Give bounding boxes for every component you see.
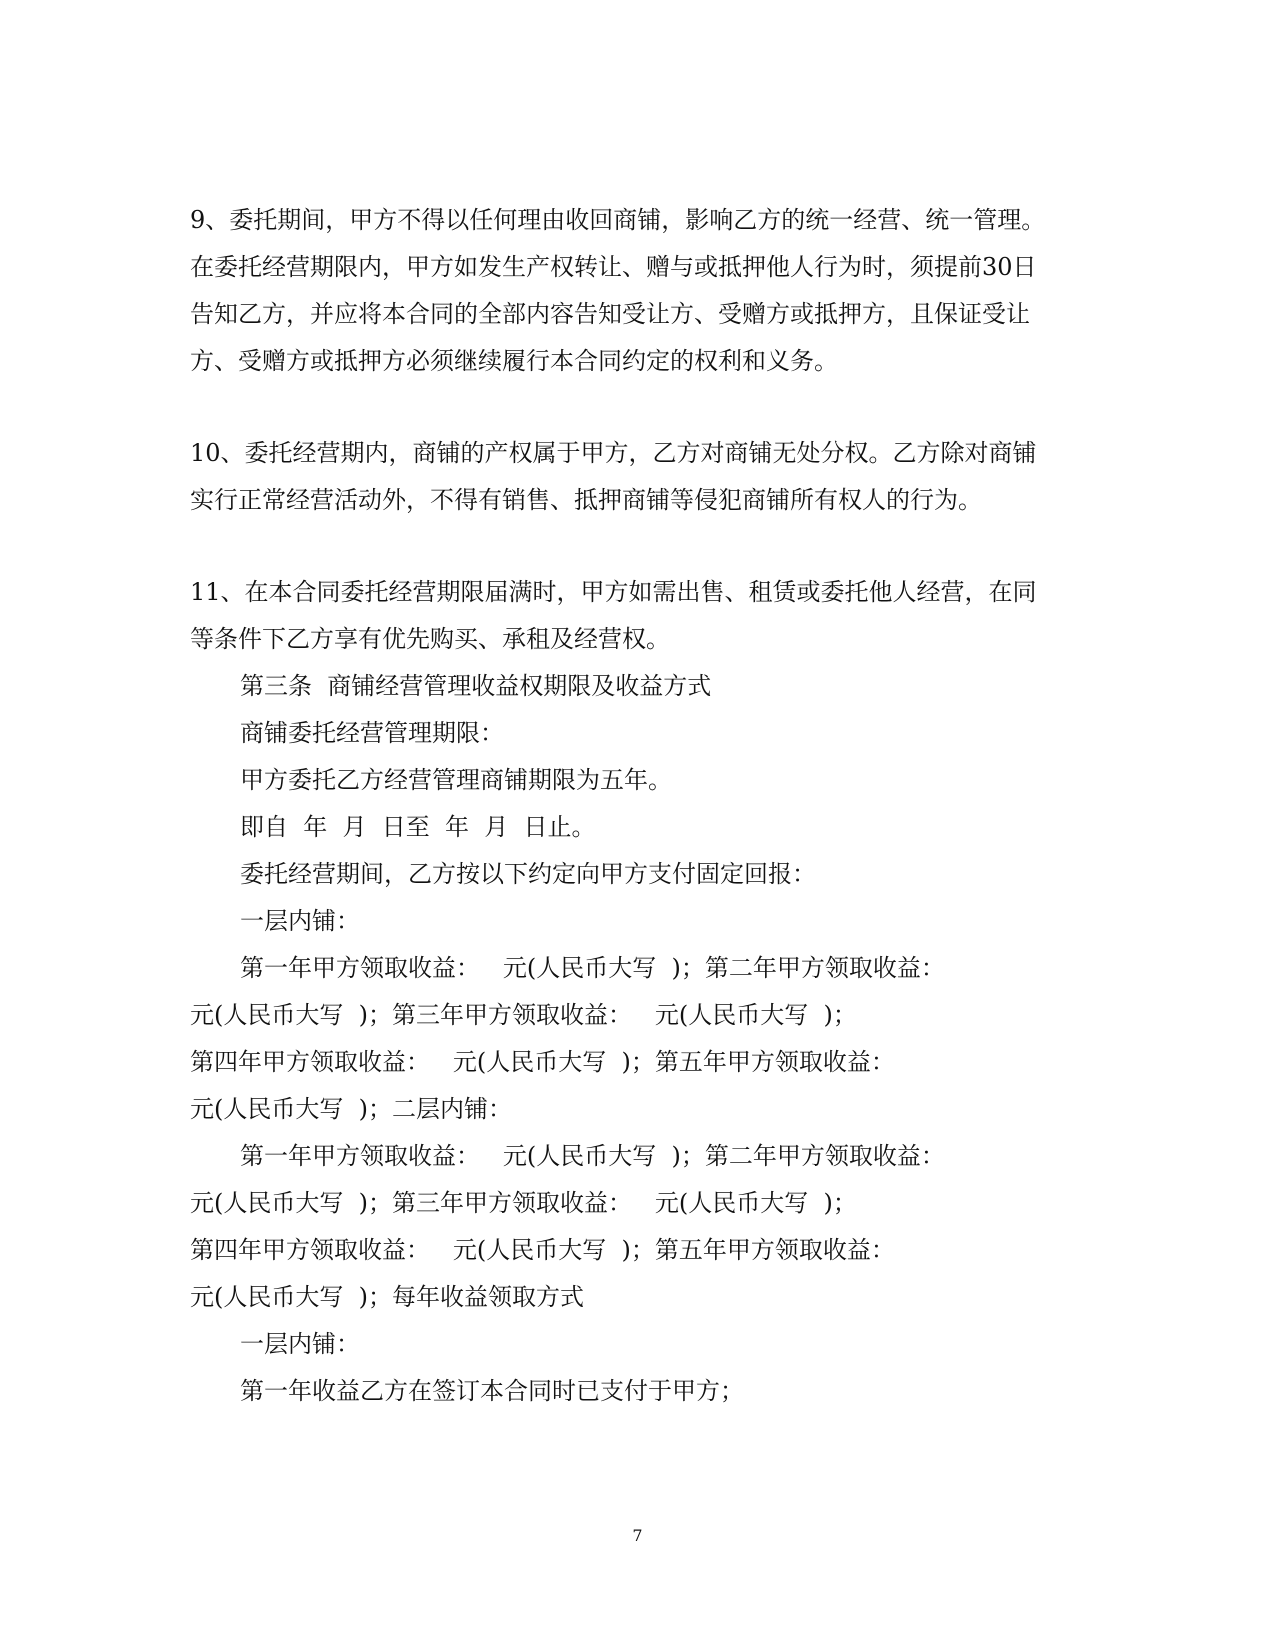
paragraph-9-line-4: 方、受赠方或抵押方必须继续履行本合同约定的权利和义务。	[190, 347, 838, 375]
floor-2-income-line-2: 元(人民币大写 )；第三年甲方领取收益： 元(人民币大写 )；	[190, 1189, 857, 1217]
management-period-text: 甲方委托乙方经营管理商铺期限为五年。	[240, 766, 672, 794]
payment-floor-1-label: 一层内铺：	[240, 1330, 360, 1358]
floor-1-income-line-4: 元(人民币大写 )；二层内铺：	[190, 1095, 512, 1123]
return-intro-text: 委托经营期间，乙方按以下约定向甲方支付固定回报：	[240, 860, 816, 888]
paragraph-10-line-2: 实行正常经营活动外，不得有销售、抵押商铺等侵犯商铺所有权人的行为。	[190, 486, 982, 514]
payment-first-year-text: 第一年收益乙方在签订本合同时已支付于甲方；	[240, 1377, 744, 1405]
paragraph-10-line-1: 10、委托经营期内，商铺的产权属于甲方，乙方对商铺无处分权。乙方除对商铺	[190, 439, 1037, 467]
page-number: 7	[632, 1526, 643, 1545]
paragraph-11-line-1: 11、在本合同委托经营期限届满时，甲方如需出售、租赁或委托他人经营，在同	[190, 578, 1037, 606]
paragraph-11-line-2: 等条件下乙方享有优先购买、承租及经营权。	[190, 625, 670, 653]
floor-1-income-line-2: 元(人民币大写 )；第三年甲方领取收益： 元(人民币大写 )；	[190, 1001, 857, 1029]
floor-1-income-line-1: 第一年甲方领取收益： 元(人民币大写 )；第二年甲方领取收益：	[240, 954, 945, 982]
article-3-heading: 第三条 商铺经营管理收益权期限及收益方式	[240, 672, 712, 700]
paragraph-9-line-1: 9、委托期间，甲方不得以任何理由收回商铺，影响乙方的统一经营、统一管理。	[190, 206, 1046, 234]
floor-2-income-line-1: 第一年甲方领取收益： 元(人民币大写 )；第二年甲方领取收益：	[240, 1142, 945, 1170]
floor-1-label: 一层内铺：	[240, 907, 360, 935]
floor-2-income-line-3: 第四年甲方领取收益： 元(人民币大写 )；第五年甲方领取收益：	[190, 1236, 895, 1264]
floor-2-income-line-4: 元(人民币大写 )；每年收益领取方式	[190, 1283, 584, 1311]
paragraph-9-line-2: 在委托经营期限内，甲方如发生产权转让、赠与或抵押他人行为时，须提前30日	[190, 253, 1037, 281]
date-range-text: 即自 年 月 日至 年 月 日止。	[240, 813, 596, 841]
management-period-label: 商铺委托经营管理期限：	[240, 719, 504, 747]
floor-1-income-line-3: 第四年甲方领取收益： 元(人民币大写 )；第五年甲方领取收益：	[190, 1048, 895, 1076]
paragraph-9-line-3: 告知乙方，并应将本合同的全部内容告知受让方、受赠方或抵押方，且保证受让	[190, 300, 1030, 328]
